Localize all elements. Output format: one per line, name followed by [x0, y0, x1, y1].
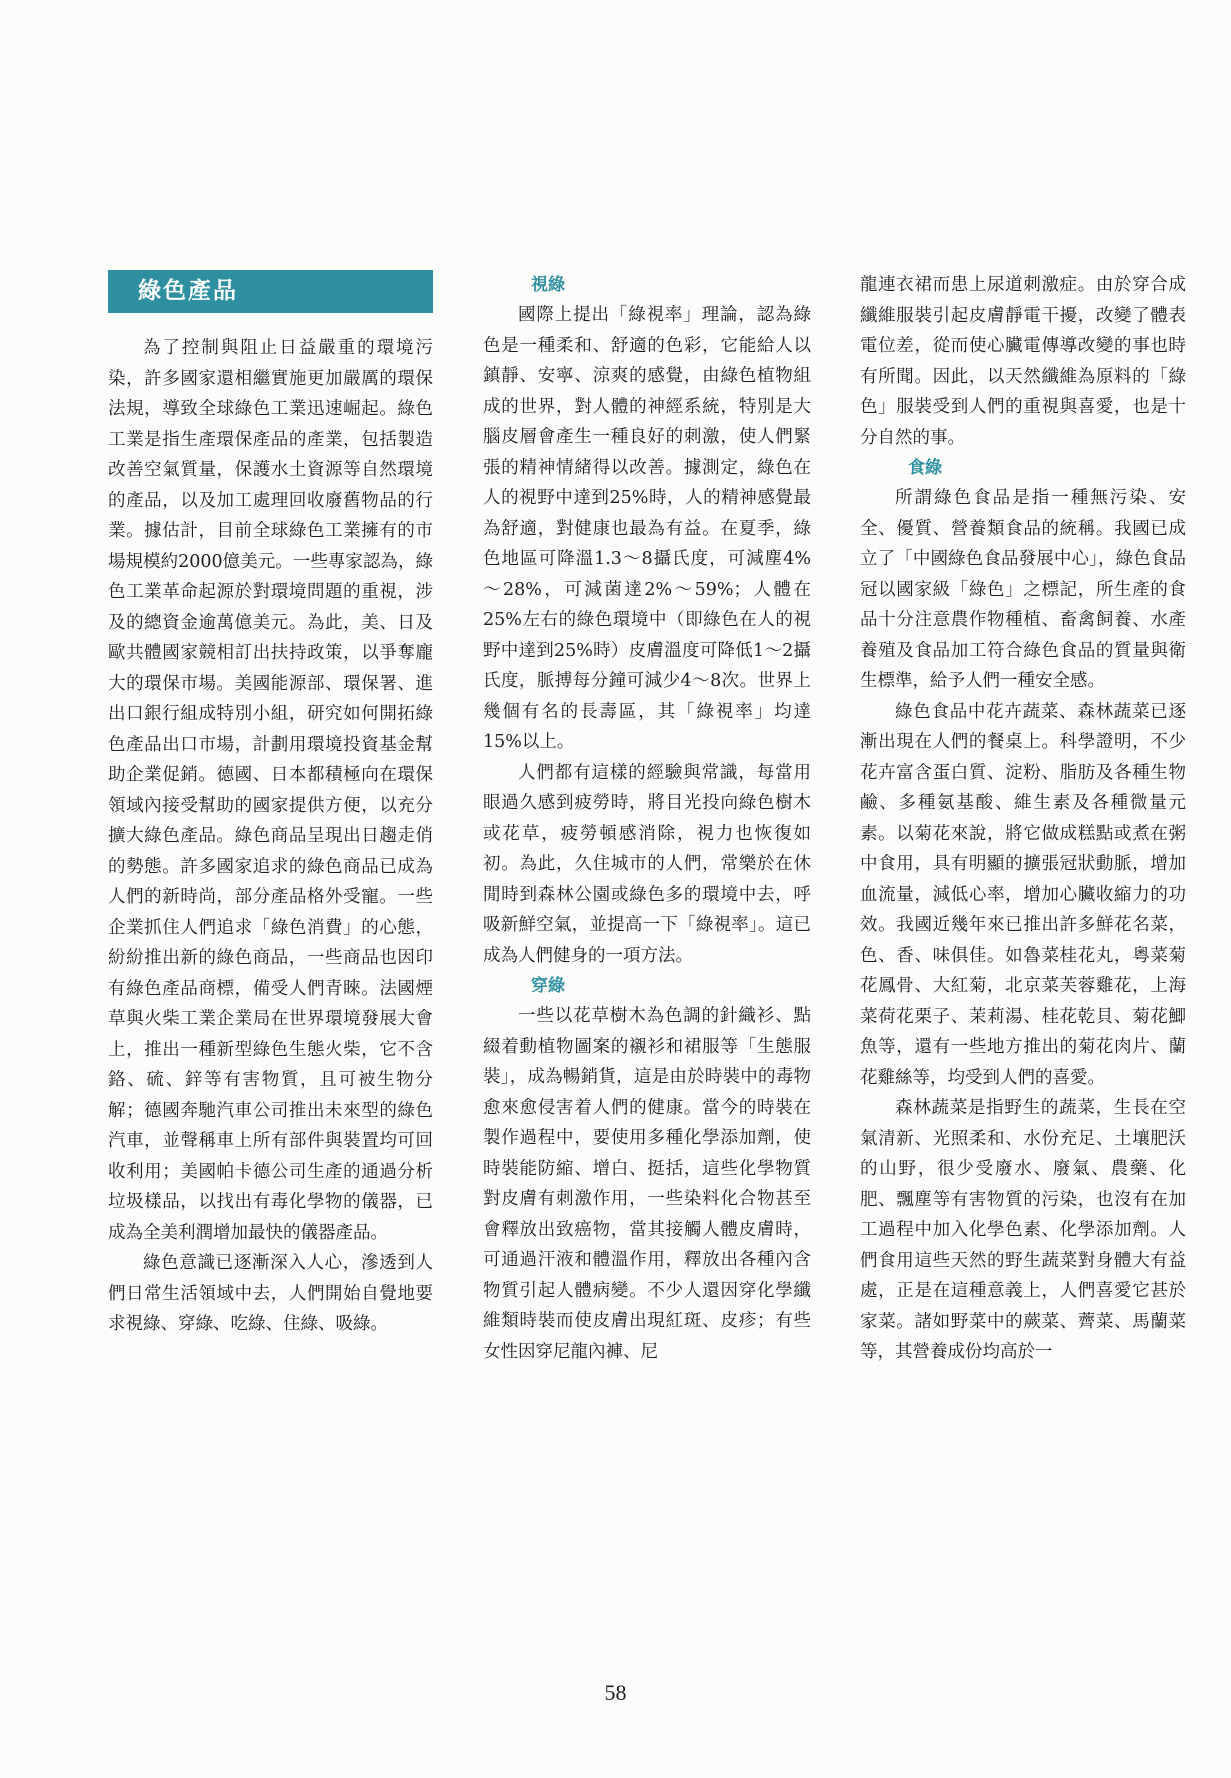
paragraph: 所謂綠色食品是指一種無污染、安全、優質、營養類食品的統稱。我國已成立了「中國綠色食品發展中心」，綠色食品冠以國家級「綠色」之標記，所生產的食品十分注意農作物種植、畜禽飼養、水產養殖及食品加工符合綠色食品的質量與衛生標準，給予人們一種安全感。: [860, 488, 1186, 691]
page-number: 58: [604, 1680, 627, 1705]
paragraph: 為了控制與阻止日益嚴重的環境污染，許多國家還相繼實施更加嚴厲的環保法規，導致全球綠色工業迅速崛起。綠色工業是指生產環保產品的產業，包括製造改善空氣質量，保護水土資源等自然環境的產品，以及加工處理回收廢舊物品的行業。據估計，目前全球綠色工業擁有的市場規模約2000億美元。一些專家認為，綠色工業革命起源於對環境問題的重視，涉及的總資金逾萬億美元。為此，美、日及歐共體國家競相訂出扶持政策，以爭奪龐大的環保市場。美國能源部、環保署、進出口銀行組成特別小組，研究如何開拓綠色產品出口市場，計劃用環境投資基金幫助企業促銷。德國、日本都積極向在環保領域內接受幫助的國家提供方便，以充分擴大綠色產品。綠色商品呈現出日趨走俏的勢態。許多國家追求的綠色商品已成為人們的新時尚，部分產品格外受寵。一些企業抓住人們追求「綠色消費」的心態，紛紛推出新的綠色商品，一些商品也因印有綠色產品商標，備受人們青睞。法國煙草與火柴工業企業局在世界環境發展大會上，推出一種新型綠色生態火柴，它不含鉻、硫、鋅等有害物質，且可被生物分解；德國奔馳汽車公司推出未來型的綠色汽車，並聲稱車上所有部件與裝置均可回收利用；美國帕卡德公司生產的通過分析垃圾樣品，以找出有毒化學物的儀器，已成為全美利潤增加最快的儀器產品。: [108, 338, 433, 1243]
paragraph: 人們都有這樣的經驗與常識，每當用眼過久感到疲勞時，將目光投向綠色樹木或花草，疲勞頓感消除，視力也恢復如初。為此，久住城市的人們，常樂於在休閒時到森林公園或綠色多的環境中去，呼吸新鮮空氣，並提高一下「綠視率」。這已成為人們健身的一項方法。: [483, 762, 811, 966]
subheading-vision-green: 視綠: [531, 275, 565, 295]
paragraph: 森林蔬菜是指野生的蔬菜，生長在空氣清新、光照柔和、水份充足、土壤肥沃的山野，很少受廢水、廢氣、農藥、化肥、飄塵等有害物質的污染，也沒有在加工過程中加入化學色素、化學添加劑。人們食用這些天然的野生蔬菜對身體大有益處，正是在這種意義上，人們喜愛它甚於家菜。諸如野菜中的蕨菜、薺菜、馬蘭菜等，其營養成份均高於一: [860, 1098, 1186, 1362]
paragraph-continued: 龍連衣裙而患上尿道刺激症。由於穿合成纖維服裝引起皮膚靜電干擾，改變了體表電位差，從而使心臟電傳導改變的事也時有所聞。因此，以天然纖維為原料的「綠色」服裝受到人們的重視與喜愛，也是十分自然的事。: [860, 275, 1186, 448]
section-banner-title: 綠色產品: [108, 270, 433, 313]
column-middle: [483, 270, 811, 1367]
paragraph: 一些以花草樹木為色調的針織衫、點綴着動植物圖案的襯衫和裙服等「生態服裝」，成為暢銷貨，這是由於時裝中的毒物愈來愈侵害着人們的健康。當今的時裝在製作過程中，要使用多種化學添加劑，使時裝能防縮、增白、挺括，這些化學物質對皮膚有刺激作用，一些染料化合物甚至會釋放出致癌物，當其接觸人體皮膚時，可通過汗液和體溫作用，釋放出各種內含物質引起人體病變。不少人還因穿化學纖維類時裝而使皮膚出現紅斑、皮疹；有些女性因穿尼龍內褲、尼: [483, 1006, 811, 1362]
subheading-wear-green: 穿綠: [531, 976, 565, 996]
column-right: [860, 270, 1186, 1368]
paragraph: 綠色意識已逐漸深入人心，滲透到人們日常生活領域中去，人們開始自覺地要求視綠、穿綠、吃綠、住綠、吸綠。: [108, 1253, 433, 1334]
paragraph: 綠色食品中花卉蔬菜、森林蔬菜已逐漸出現在人們的餐桌上。科學證明，不少花卉富含蛋白質、淀粉、脂肪及各種生物鹼、多種氨基酸、維生素及各種微量元素。以菊花來說，將它做成糕點或煮在粥中食用，具有明顯的擴張冠狀動脈，增加血流量，減低心率，增加心臟收縮力的功效。我國近幾年來已推出許多鮮花名菜，色、香、味俱佳。如魯菜桂花丸，粵菜菊花鳳骨、大紅菊，北京菜芙蓉雞花，上海菜荷花栗子、茉莉湯、桂花乾貝、菊花鯽魚等，還有一些地方推出的菊花肉片、蘭花雞絲等，均受到人們的喜愛。: [860, 701, 1186, 1088]
paragraph: 國際上提出「綠視率」理論，認為綠色是一種柔和、舒適的色彩，它能給人以鎮靜、安寧、涼爽的感覺，由綠色植物組成的世界，對人體的神經系統，特別是大腦皮層會產生一種良好的刺激，使人們緊張的精神情緒得以改善。據測定，綠色在人的視野中達到25%時，人的精神感覺最為舒適，對健康也最為有益。在夏季，綠色地區可降溫1.3～8攝氏度，可減塵4%～28%，可減菌達2%～59%；人體在25%左右的綠色環境中（即綠色在人的視野中達到25%時）皮膚溫度可降低1～2攝氏度，脈搏每分鐘可減少4～8次。世界上幾個有名的長壽區，其「綠視率」均達15%以上。: [483, 305, 811, 752]
subheading-eat-green: 食綠: [908, 458, 942, 478]
column-left: [108, 270, 433, 1340]
